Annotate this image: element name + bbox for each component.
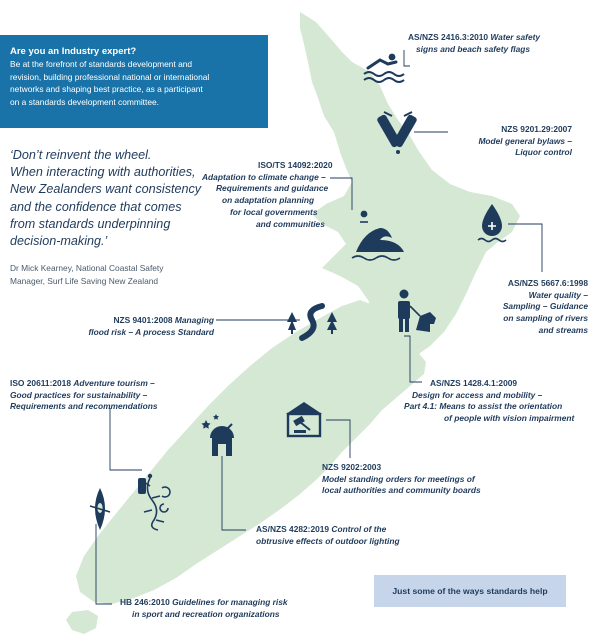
standard-label-flood-risk [82,315,214,338]
quote-line: ‘Don’t reinvent the wheel. [10,148,152,162]
standard-label-water-quality [470,278,588,337]
expert-box-body-line: networks and shaping best practice, as a participant [10,84,203,95]
standard-label-outdoor-lighting [256,524,400,547]
south-island-landmass [76,300,426,604]
standard-code: NZS 9201.29:2007 [501,124,572,134]
standard-title: Managing [174,315,214,325]
standard-title: in sport and recreation organizations [132,608,280,619]
standard-code: ISO/TS 14092:2020 [258,160,333,170]
expert-box-body-line: Be at the forefront of standards development and [10,59,193,69]
standard-title: Part 4.1: Means to assist the orientation [404,401,563,412]
quote-attribution [10,262,280,287]
stewart-island-landmass [66,610,98,634]
attribution-line: Manager, Surf Life Saving New Zealand [10,275,159,286]
standard-code: HB 246:2010 [120,597,170,607]
attribution-line: Dr Mick Kearney, National Coastal Safety [10,263,164,273]
standard-title: Requirements and recommendations [10,401,158,412]
standard-label-access-mobility [404,378,574,425]
quote-line: When interacting with authorities, [10,165,196,180]
standard-code: AS/NZS 1428.4.1:2009 [430,378,518,388]
standard-title: Design for access and mobility – [412,389,543,400]
swimmer-icon [364,54,404,82]
standard-title: Adaptation to climate change – [202,171,326,182]
standard-label-standing-orders [322,462,481,497]
standard-title: Model standing orders for meetings of [322,473,475,484]
standard-label-adventure-tourism [10,378,158,413]
footer-note-box [374,575,566,607]
standard-title: Sampling – Guidance [502,301,588,312]
kayak-icon [90,488,110,530]
standard-title: flood risk – A process Standard [88,326,214,337]
quote-line: from standards underpinning [10,216,171,231]
standard-title: local authorities and community boards [322,485,481,496]
expert-box-title: Are you an Industry expert? [10,46,137,57]
standard-code: ISO 20611:2018 [10,378,72,388]
footer-note-text: Just some of the ways standards help [392,586,548,596]
expert-box-body-line: revision, building professional national or international [10,71,210,82]
expert-box-body-line: on a standards development committee. [10,96,159,107]
standard-code: AS/NZS 5667.6:1998 [507,278,588,288]
standard-title: on sampling of rivers [503,313,588,324]
standard-code: NZS 9401:2008 [113,315,173,325]
standard-title: Water safety [490,32,541,42]
standard-label-sport-risk [120,597,288,620]
standard-title: Liquor control [515,147,572,158]
standard-title: Requirements and guidance [216,183,329,194]
standard-title: on adaptation planning [222,195,315,206]
standard-title: Guidelines for managing risk [172,597,288,607]
standard-title: and streams [538,324,588,335]
standard-title: of people with vision impairment [444,413,575,424]
standard-title: and communities [256,218,325,229]
standard-title: Water quality – [528,289,588,300]
standard-code: AS/NZS 2416.3:2010 [408,32,489,42]
expert-callout-box [0,35,268,128]
quote-line: and the confidence that comes [10,199,182,214]
standard-label-climate-adaptation [202,160,333,230]
standard-label-liquor-control [452,124,572,159]
standard-title: Model general bylaws – [478,135,572,146]
standard-code: NZS 9202:2003 [322,462,382,472]
standard-title: Good practices for sustainability – [10,389,148,400]
standard-title: for local governments [230,206,318,217]
standard-label-water-safety-signs [408,32,540,55]
standard-code: AS/NZS 4282:2019 [256,524,330,534]
standard-title: Control of the [331,524,387,534]
standard-title: obtrusive effects of outdoor lighting [256,535,400,546]
standard-title: Adventure tourism – [73,378,155,388]
quote-line: New Zealanders want consistency [10,182,202,197]
quote-line: decision-making.’ [10,234,108,249]
standard-title: signs and beach safety flags [416,43,531,54]
